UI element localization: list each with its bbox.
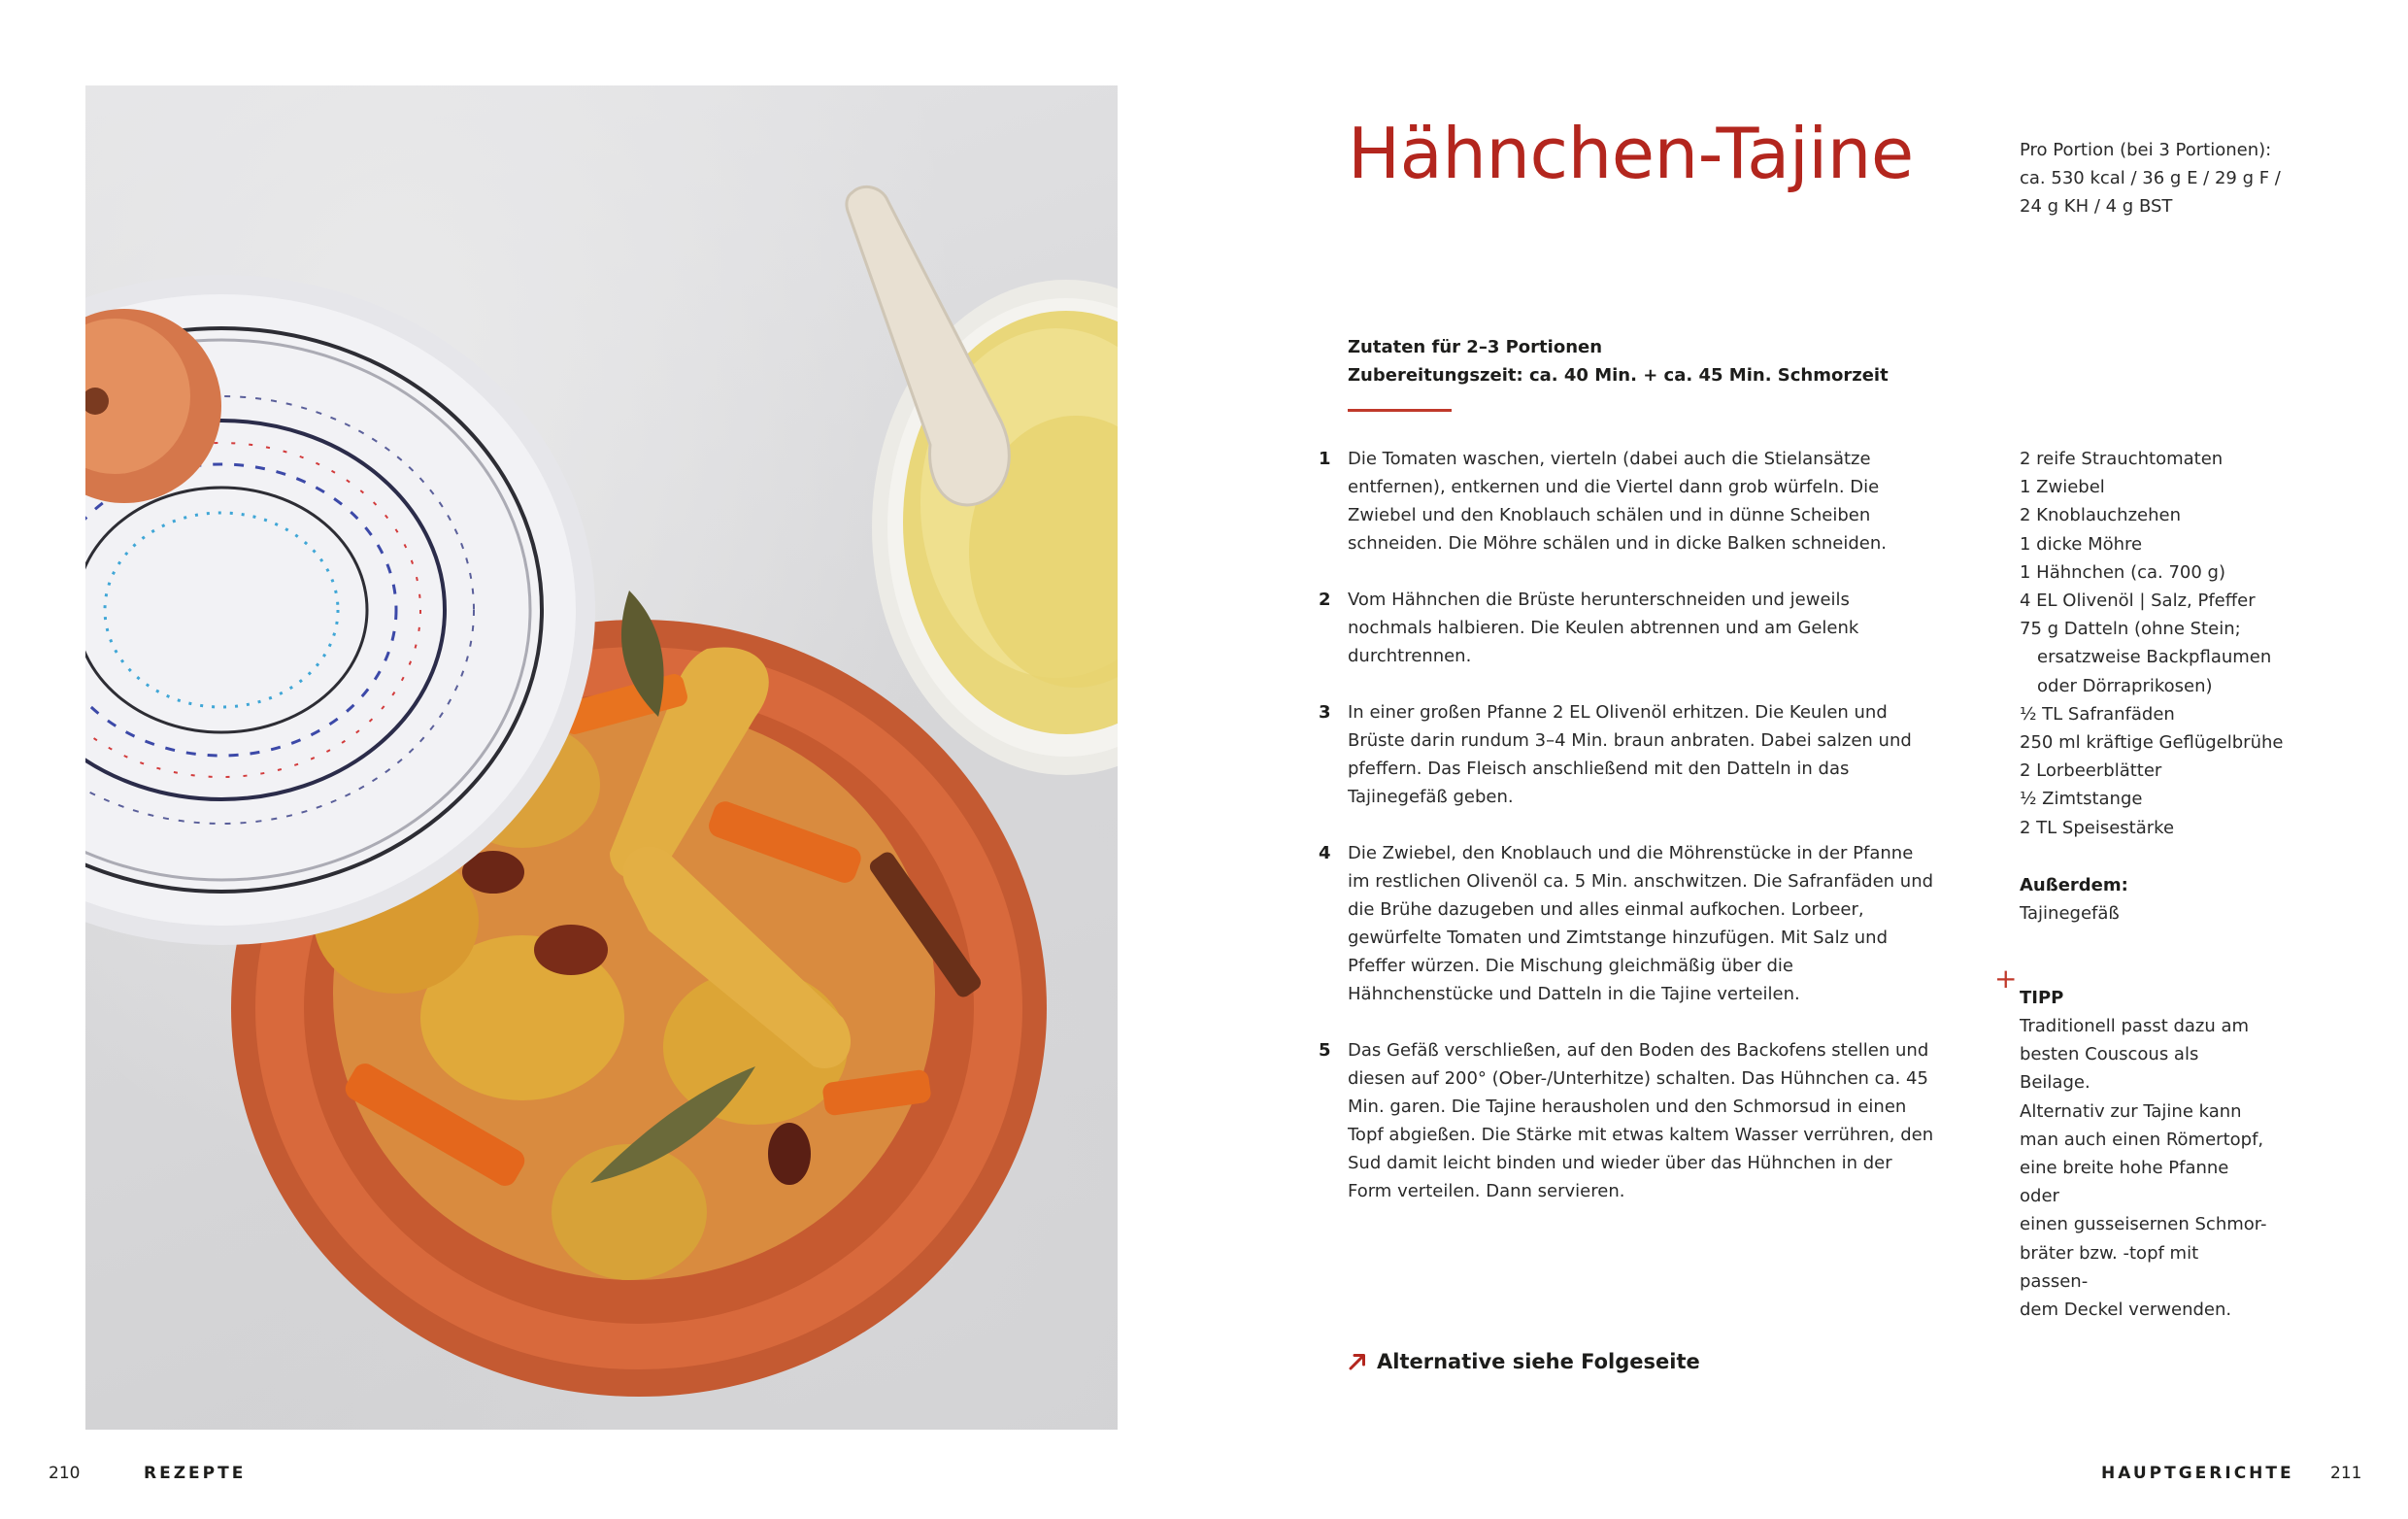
nutrition-line: Pro Portion (bei 3 Portionen): [2020, 140, 2272, 160]
extra-item: Tajinegefäß [2020, 903, 2120, 924]
step-text: Die Tomaten waschen, vierteln (dabei auch die Stielansätze entfernen), entkernen und die Viertel dann grob würfeln. Die Zwiebel und den Knoblauch schälen und in dünne Scheiben schneiden. Die Möhre schälen und in dicke Balken schneiden. [1348, 449, 1888, 554]
right-section-title: HAUPTGERICHTE [2101, 1464, 2294, 1483]
recipe-photo [85, 85, 1118, 1430]
step-item [1317, 1036, 1938, 1205]
step-text: In einer großen Pfanne 2 EL Olivenöl erhitzen. Die Keulen und Brüste darin rundum 3–4 Min. braun anbraten. Dabei salzen und pfeffern. Das Fleisch anschließend mit den Datteln in das Tajinegefäß geben. [1348, 702, 1912, 807]
tip-line: Traditionell passt dazu am [2020, 1016, 2250, 1036]
step-text: Die Zwiebel, den Knoblauch und die Möhrenstücke in der Pfanne im restlichen Olivenöl ca. 5 Min. anschwitzen. Die Safranfäden und die Brühe dazugeben und alles einmal aufkochen. Lorbeer, gewürfelte Tomaten und Zimtstange hinzufügen. Mit Salz und Pfeffer würzen. Die Mischung gleichmäßig über die Hähnchenstücke und Datteln in die Tajine verteilen. [1348, 843, 1934, 1004]
nutrition-line: 24 g KH / 4 g BST [2020, 196, 2173, 217]
plus-icon: + [1994, 962, 2018, 995]
step-item [1317, 586, 1938, 670]
ingredient-item: ½ TL Safranfäden [2020, 703, 2175, 725]
tip-line: besten Couscous als Beilage. [2020, 1044, 2199, 1094]
tip-text [2020, 1012, 2272, 1324]
step-text: Vom Hähnchen die Brüste herunterschneiden und jeweils nochmals halbieren. Die Keulen abtrennen und am Gelenk durchtrennen. [1348, 590, 1859, 666]
tip-line: Alternativ zur Tajine kann [2020, 1100, 2242, 1122]
step-number: 1 [1319, 449, 1331, 469]
step-item [1317, 698, 1938, 811]
servings: Zutaten für 2–3 Portionen [1348, 337, 1603, 357]
tip-line: dem Deckel verwenden. [2020, 1300, 2232, 1321]
prep-time: Zubereitungszeit: ca. 40 Min. + ca. 45 Min. Schmorzeit [1348, 365, 1889, 386]
recipe-title: Hähnchen-Tajine [1348, 113, 1914, 194]
tajine-illustration [85, 85, 1118, 1430]
ingredient-item: 75 g Datteln (ohne Stein; [2020, 619, 2241, 640]
ingredient-item: 1 dicke Möhre [2020, 533, 2143, 555]
ingredient-item: 2 TL Speisestärke [2020, 817, 2175, 838]
tip-line: eine breite hohe Pfanne oder [2020, 1158, 2229, 1207]
nutrition-info [2020, 136, 2311, 220]
instruction-steps [1317, 445, 1938, 1233]
step-number: 3 [1319, 702, 1331, 723]
right-page-number: 211 [2330, 1464, 2362, 1483]
ingredient-item: ½ Zimtstange [2020, 789, 2143, 810]
arrow-up-right-icon [1348, 1352, 1367, 1371]
extra-heading: Außerdem: [2020, 875, 2128, 895]
couscous-bowl [847, 186, 1118, 775]
left-page-number: 210 [49, 1464, 81, 1483]
ingredient-item: 250 ml kräftige Geflügelbrühe [2020, 732, 2284, 754]
ingredient-item: 1 Hähnchen (ca. 700 g) [2020, 561, 2225, 583]
step-text: Das Gefäß verschließen, auf den Boden des Backofens stellen und diesen auf 200° (Ober-/Unterhitze) schalten. Das Hühnchen ca. 45 Min. garen. Die Tajine herausholen und den Schmorsud in einen Topf abgießen. Die Stärke mit etwas kaltem Wasser verrühren, den Sud damit leicht binden und wieder über das Hühnchen in der Form verteilen. Dann servieren. [1348, 1040, 1934, 1201]
tip-line: einen gusseisernen Schmor- [2020, 1214, 2267, 1235]
ingredient-item: 2 Knoblauchzehen [2020, 505, 2181, 526]
divider-rule [1348, 409, 1452, 412]
recipe-meta [1348, 333, 2027, 389]
alternative-link-label: Alternative siehe Folgeseite [1377, 1350, 1700, 1373]
left-section-title: REZEPTE [144, 1464, 247, 1483]
step-item [1317, 445, 1938, 557]
ingredient-item: ersatzweise Backpflaumen [2037, 647, 2272, 668]
step-number: 5 [1319, 1040, 1331, 1061]
ingredient-item: oder Dörraprikosen) [2037, 675, 2213, 696]
tip-line: man auch einen Römertopf, [2020, 1129, 2264, 1150]
step-item [1317, 839, 1938, 1008]
ingredient-item: 2 Lorbeerblätter [2020, 760, 2162, 782]
ingredient-item: 4 EL Olivenöl | Salz, Pfeffer [2020, 591, 2256, 612]
alternative-recipe-link[interactable] [1348, 1350, 1700, 1373]
tip-heading: TIPP [2020, 988, 2064, 1008]
step-number: 2 [1319, 590, 1331, 610]
tip-line: bräter bzw. -topf mit passen- [2020, 1242, 2199, 1292]
ingredient-list [2020, 445, 2311, 842]
ingredient-item: 2 reife Strauchtomaten [2020, 449, 2224, 469]
ingredient-item: 1 Zwiebel [2020, 477, 2105, 498]
nutrition-line: ca. 530 kcal / 36 g E / 29 g F / [2020, 168, 2281, 188]
step-number: 4 [1319, 843, 1331, 863]
